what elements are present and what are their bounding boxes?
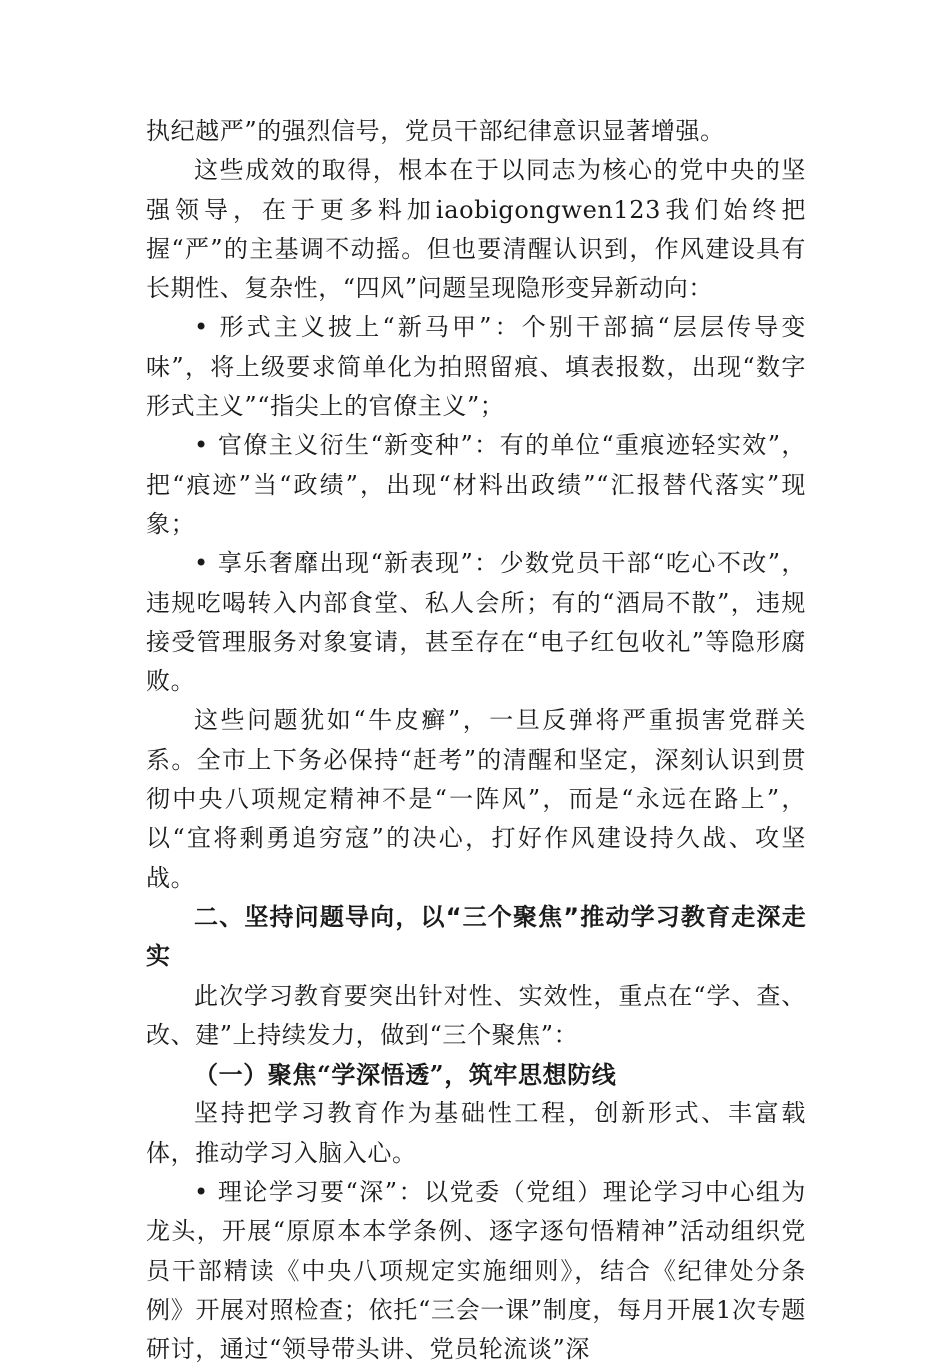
bullet-paragraph: • 享乐奢靡出现“新表现”：少数党员干部“吃心不改”，违规吃喝转入内部食堂、私人会所；有的“酒局不散”，违规接受管理服务对象宴请，甚至存在“电子红包收礼”等隐形腐败。: [146, 549, 806, 696]
bullet-paragraph: • 形式主义披上“新马甲”：个别干部搞“层层传导变味”，将上级要求简单化为拍照留痕、填表报数，出现“数字形式主义”“指尖上的官僚主义”；: [146, 313, 806, 421]
section-heading: 二、坚持问题导向，以“三个聚焦”推动学习教育走深走实: [146, 902, 806, 971]
body-paragraph: 这些成效的取得，根本在于以同志为核心的党中央的坚强领导，在于更多料加iaobigongwen123我们始终把握“严”的主基调不动摇。但也要清醒认识到，作风建设具有长期性、复杂性，“四风”问题呈现隐形变异新动向：: [146, 156, 806, 303]
bullet-paragraph: • 官僚主义衍生“新变种”：有的单位“重痕迹轻实效”，把“痕迹”当“政绩”，出现“材料出政绩”“汇报替代落实”现象；: [146, 431, 806, 538]
body-paragraph: 这些问题犹如“牛皮癣”，一旦反弹将严重损害党群关系。全市上下务必保持“赶考”的清醒和坚定，深刻认识到贯彻中央八项规定精神不是“一阵风”，而是“永远在路上”，以“宜将剩勇追穷寇”的决心，打好作风建设持久战、攻坚战。: [146, 706, 806, 892]
body-paragraph: 执纪越严”的强烈信号，党员干部纪律意识显著增强。: [146, 117, 725, 145]
body-paragraph: 此次学习教育要突出针对性、实效性，重点在“学、查、改、建”上持续发力，做到“三个聚焦”：: [146, 981, 806, 1049]
document-page: [146, 112, 806, 1370]
bullet-paragraph: • 理论学习要“深”：以党委（党组）理论学习中心组为龙头，开展“原原本本学条例、逐字逐句悟精神”活动组织党员干部精读《中央八项规定实施细则》，结合《纪律处分条例》开展对照检查；依托“三会一课”制度，每月开展1次专题研讨，通过“领导带头讲、党员轮流谈”深: [146, 1178, 806, 1364]
body-paragraph: 坚持把学习教育作为基础性工程，创新形式、丰富载体，推动学习入脑入心。: [146, 1099, 806, 1167]
subsection-heading: （一）聚焦“学深悟透”，筑牢思想防线: [194, 1060, 617, 1090]
